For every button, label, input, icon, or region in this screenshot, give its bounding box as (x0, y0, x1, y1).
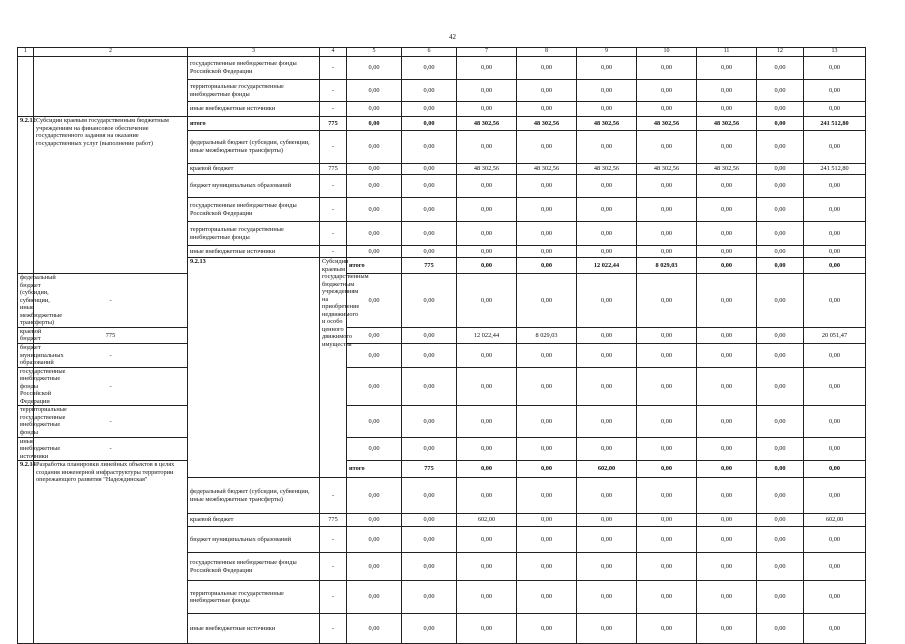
amount-col-6: 0,00 (402, 527, 457, 553)
amount-col-11: 0,00 (697, 131, 757, 164)
item-code: 9.2.14 (18, 461, 34, 644)
table-header (18, 48, 866, 57)
funding-source: федеральный бюджет (субсидии, субвенции, иные межбюджетные трансферты) (188, 131, 320, 164)
amount-col-12: 0,00 (757, 527, 804, 553)
amount-col-12: 0,00 (757, 581, 804, 614)
amount-col-10: 0,00 (637, 175, 697, 198)
amount-col-7: 0,00 (457, 367, 517, 406)
funding-source: федеральный бюджет (субсидии, субвенции, иные межбюджетные трансферты) (188, 478, 320, 514)
amount-col-13: 0,00 (804, 478, 866, 514)
amount-col-12: 0,00 (757, 57, 804, 80)
funding-source: территориальные государственные внебюджетные фонды (18, 406, 34, 437)
amount-col-11: 0,00 (697, 198, 757, 222)
amount-col-6: 0,00 (402, 514, 457, 527)
amount-col-13: 0,00 (804, 102, 866, 117)
amount-col-12: 0,00 (757, 344, 804, 368)
amount-col-6: 0,00 (402, 437, 457, 461)
amount-col-7: 0,00 (457, 131, 517, 164)
amount-col-5: 0,00 (347, 175, 402, 198)
amount-col-6: 0,00 (402, 367, 457, 406)
amount-col-8: 0,00 (517, 514, 577, 527)
amount-col-12: 0,00 (757, 553, 804, 581)
amount-col-13: 20 051,47 (804, 327, 866, 343)
amount-col-13: 0,00 (804, 80, 866, 102)
amount-col-13: 0,00 (804, 367, 866, 406)
funding-source: государственные внебюджетные фонды Российской Федерации (188, 553, 320, 581)
funding-source: государственные внебюджетные фонды Российской Федерации (188, 57, 320, 80)
funding-source: государственные внебюджетные фонды Российской Федерации (188, 198, 320, 222)
amount-col-9: 48 302,56 (577, 117, 637, 131)
amount-col-9: 0,00 (577, 102, 637, 117)
amount-col-6: 0,00 (402, 581, 457, 614)
amount-col-9: 0,00 (697, 461, 757, 478)
column-header-12: 12 (757, 48, 804, 57)
page-number: 42 (449, 33, 456, 41)
amount-col-10: 0,00 (637, 478, 697, 514)
item-title: Субсидии краевым государственным бюджетным учреждениям на приобретение недвижимого и особо ценного движимого имущества (320, 258, 347, 478)
amount-col-10: 0,00 (637, 102, 697, 117)
amount-col-11: 0,00 (697, 514, 757, 527)
grbs-code: - (34, 274, 188, 328)
amount-col-5: 0,00 (347, 57, 402, 80)
item-title: Разработка планировки линейных объектов в целях создания инженерной инфраструктуры территории опережающего развития "Надеждинская" (34, 461, 188, 644)
amount-col-7: 0,00 (457, 581, 517, 614)
amount-col-12: 0,00 (757, 131, 804, 164)
amount-col-5: 0,00 (347, 344, 402, 368)
amount-col-8: 0,00 (517, 57, 577, 80)
amount-col-7: 12 022,44 (577, 258, 637, 274)
amount-col-6: 0,00 (402, 102, 457, 117)
amount-col-10: 0,00 (637, 527, 697, 553)
amount-col-11: 48 302,56 (697, 117, 757, 131)
amount-col-9: 0,00 (577, 527, 637, 553)
amount-col-7: 0,00 (457, 344, 517, 368)
grbs-code: 775 (402, 258, 457, 274)
amount-col-11: 0,00 (697, 274, 757, 328)
amount-col-7: 0,00 (457, 198, 517, 222)
amount-col-10: 0,00 (637, 553, 697, 581)
item-code (18, 57, 34, 117)
amount-col-7: 48 302,56 (457, 117, 517, 131)
amount-col-6: 0,00 (402, 553, 457, 581)
grbs-code: - (320, 80, 347, 102)
amount-col-12: 0,00 (757, 246, 804, 258)
amount-col-10: 0,00 (637, 246, 697, 258)
item-title: Субсидии краевым государственным бюджетным учреждениям на финансовое обеспечение государственного задания на оказание государственных услуг (выполнение работ) (34, 117, 188, 274)
item-code: 9.2.13 (188, 258, 320, 478)
amount-col-11: 0,00 (804, 258, 866, 274)
amount-col-9: 0,00 (577, 478, 637, 514)
amount-col-12: 0,00 (757, 437, 804, 461)
amount-col-5: 0,00 (347, 478, 402, 514)
amount-col-8: 0,00 (517, 553, 577, 581)
amount-col-11: 0,00 (697, 553, 757, 581)
amount-col-10: 0,00 (637, 80, 697, 102)
amount-col-10: 0,00 (637, 437, 697, 461)
table-row (18, 327, 866, 343)
amount-col-9: 0,00 (577, 367, 637, 406)
grbs-code: 775 (34, 327, 188, 343)
amount-col-13: 0,00 (804, 131, 866, 164)
amount-col-11: 0,00 (697, 57, 757, 80)
amount-col-11: 0,00 (697, 246, 757, 258)
amount-col-6: 0,00 (402, 57, 457, 80)
item-code: 9.2.12 (18, 117, 34, 274)
amount-col-10: 0,00 (637, 131, 697, 164)
amount-col-5: 0,00 (347, 514, 402, 527)
amount-col-5: 0,00 (347, 246, 402, 258)
amount-col-10: 0,00 (637, 327, 697, 343)
table-row (18, 274, 866, 328)
amount-col-11: 0,00 (697, 344, 757, 368)
grbs-code: - (320, 478, 347, 514)
funding-source: бюджет муниципальных образований (188, 175, 320, 198)
table-row (18, 437, 866, 461)
amount-col-11: 0,00 (697, 406, 757, 437)
amount-col-12: 0,00 (757, 514, 804, 527)
amount-col-11: 0,00 (697, 581, 757, 614)
amount-col-6: 0,00 (402, 327, 457, 343)
column-header-4: 4 (320, 48, 347, 57)
amount-col-6: 0,00 (402, 131, 457, 164)
funding-source: иные внебюджетные источники (188, 246, 320, 258)
amount-col-10: 0,00 (637, 274, 697, 328)
column-header-6: 6 (402, 48, 457, 57)
amount-col-8: 8 029,03 (517, 327, 577, 343)
amount-col-9: 0,00 (577, 344, 637, 368)
amount-col-12: 0,00 (757, 175, 804, 198)
amount-col-6: 0,00 (402, 117, 457, 131)
amount-col-11: 0,00 (697, 478, 757, 514)
amount-col-10: 48 302,56 (637, 117, 697, 131)
amount-col-13: 0,00 (804, 581, 866, 614)
column-header-13: 13 (804, 48, 866, 57)
amount-col-6: 0,00 (402, 175, 457, 198)
grbs-code: - (320, 614, 347, 644)
amount-col-8: 0,00 (517, 80, 577, 102)
grbs-code: - (320, 222, 347, 246)
amount-col-10: 0,00 (637, 367, 697, 406)
amount-col-10: 0,00 (637, 581, 697, 614)
amount-col-5: 0,00 (347, 614, 402, 644)
amount-col-11: 0,00 (697, 527, 757, 553)
amount-col-9: 0,00 (577, 553, 637, 581)
amount-col-13: 241 512,80 (804, 164, 866, 175)
amount-col-6: 0,00 (402, 344, 457, 368)
amount-col-6: 0,00 (402, 478, 457, 514)
amount-col-13: 0,00 (804, 437, 866, 461)
amount-col-10: 0,00 (637, 514, 697, 527)
amount-col-13: 0,00 (804, 175, 866, 198)
amount-col-5: 0,00 (457, 258, 517, 274)
funding-source: иные внебюджетные источники (18, 437, 34, 461)
amount-col-9: 0,00 (577, 175, 637, 198)
amount-col-5: 0,00 (347, 80, 402, 102)
amount-col-7: 48 302,56 (457, 164, 517, 175)
grbs-code: - (320, 553, 347, 581)
funding-source: иные внебюджетные источники (188, 614, 320, 644)
amount-col-9: 0,00 (577, 581, 637, 614)
amount-col-8: 0,00 (517, 274, 577, 328)
amount-col-8: 0,00 (517, 102, 577, 117)
amount-col-6: 0,00 (402, 274, 457, 328)
amount-col-8: 8 029,03 (637, 258, 697, 274)
grbs-code: 775 (320, 514, 347, 527)
amount-col-13: 602,00 (804, 514, 866, 527)
grbs-code: - (34, 437, 188, 461)
column-header-5: 5 (347, 48, 402, 57)
grbs-code: - (320, 198, 347, 222)
budget-table (17, 47, 866, 644)
amount-col-8: 0,00 (517, 614, 577, 644)
amount-col-13: 0,00 (804, 198, 866, 222)
amount-col-8: 0,00 (517, 581, 577, 614)
amount-col-7: 602,00 (457, 514, 517, 527)
amount-col-7: 0,00 (457, 246, 517, 258)
funding-source: итого (347, 258, 402, 274)
column-header-1: 1 (18, 48, 34, 57)
amount-col-5: 0,00 (347, 198, 402, 222)
column-header-3: 3 (188, 48, 320, 57)
amount-col-5: 0,00 (347, 527, 402, 553)
amount-col-12: 0,00 (757, 614, 804, 644)
funding-source: государственные внебюджетные фонды Российской Федерации (18, 367, 34, 406)
amount-col-12: 0,00 (757, 406, 804, 437)
table-row (18, 57, 866, 80)
grbs-code: - (320, 102, 347, 117)
amount-col-9: 0,00 (577, 57, 637, 80)
grbs-code: - (320, 131, 347, 164)
amount-col-7: 0,00 (457, 406, 517, 437)
item-title (34, 57, 188, 117)
amount-col-13: 0,00 (804, 222, 866, 246)
amount-col-9: 0,00 (577, 437, 637, 461)
amount-col-13: 0,00 (804, 527, 866, 553)
amount-col-9: 0,00 (577, 131, 637, 164)
amount-col-7: 0,00 (457, 553, 517, 581)
grbs-code: - (320, 175, 347, 198)
amount-col-8: 0,00 (517, 175, 577, 198)
amount-col-9: 0,00 (577, 614, 637, 644)
funding-source: краевой бюджет (188, 514, 320, 527)
amount-col-11: 0,00 (804, 461, 866, 478)
amount-col-8: 0,00 (517, 478, 577, 514)
amount-col-12: 0,00 (757, 102, 804, 117)
amount-col-13: 0,00 (804, 553, 866, 581)
amount-col-6: 0,00 (402, 164, 457, 175)
column-header-9: 9 (577, 48, 637, 57)
table-row (18, 367, 866, 406)
column-header-7: 7 (457, 48, 517, 57)
funding-source: территориальные государственные внебюджетные фонды (188, 581, 320, 614)
amount-col-7: 0,00 (457, 527, 517, 553)
column-header-11: 11 (697, 48, 757, 57)
amount-col-10: 0,00 (637, 344, 697, 368)
amount-col-10: 0,00 (637, 222, 697, 246)
amount-col-9: 48 302,56 (577, 164, 637, 175)
amount-col-13: 0,00 (804, 406, 866, 437)
funding-source: краевой бюджет (18, 327, 34, 343)
amount-col-9: 0,00 (577, 274, 637, 328)
header-row (18, 48, 866, 57)
amount-col-10: 0,00 (637, 406, 697, 437)
amount-col-13: 0,00 (804, 246, 866, 258)
amount-col-6: 0,00 (402, 246, 457, 258)
amount-col-9: 0,00 (577, 514, 637, 527)
amount-col-9: 0,00 (577, 246, 637, 258)
amount-col-6: 0,00 (517, 258, 577, 274)
funding-source: территориальные государственные внебюджетные фонды (188, 80, 320, 102)
amount-col-12: 0,00 (757, 327, 804, 343)
amount-col-9: 0,00 (577, 198, 637, 222)
amount-col-8: 0,00 (517, 131, 577, 164)
table-body (18, 57, 866, 644)
amount-col-7: 12 022,44 (457, 327, 517, 343)
amount-col-12: 0,00 (757, 367, 804, 406)
amount-col-6: 0,00 (402, 222, 457, 246)
funding-source: итого (347, 461, 402, 478)
amount-col-7: 602,00 (577, 461, 637, 478)
amount-col-8: 0,00 (517, 527, 577, 553)
amount-col-7: 0,00 (457, 437, 517, 461)
amount-col-7: 0,00 (457, 614, 517, 644)
amount-col-9: 0,00 (577, 406, 637, 437)
amount-col-5: 0,00 (347, 222, 402, 246)
funding-source: итого (188, 117, 320, 131)
column-header-10: 10 (637, 48, 697, 57)
table-row (18, 344, 866, 368)
amount-col-10: 0,00 (637, 57, 697, 80)
amount-col-12: 0,00 (757, 117, 804, 131)
column-header-2: 2 (34, 48, 188, 57)
amount-col-7: 0,00 (457, 57, 517, 80)
table-row (18, 461, 866, 478)
table-row (18, 406, 866, 437)
amount-col-7: 0,00 (457, 175, 517, 198)
amount-col-5: 0,00 (347, 367, 402, 406)
amount-col-13: 0,00 (804, 614, 866, 644)
amount-col-5: 0,00 (457, 461, 517, 478)
funding-source: бюджет муниципальных образований (188, 527, 320, 553)
table-row (18, 117, 866, 131)
amount-col-6: 0,00 (402, 406, 457, 437)
funding-source: бюджет муниципальных образований (18, 344, 34, 368)
amount-col-8: 48 302,56 (517, 117, 577, 131)
grbs-code: 775 (320, 164, 347, 175)
amount-col-13: 241 512,80 (804, 117, 866, 131)
amount-col-5: 0,00 (347, 327, 402, 343)
amount-col-8: 0,00 (517, 222, 577, 246)
amount-col-8: 0,00 (517, 406, 577, 437)
amount-col-6: 0,00 (402, 198, 457, 222)
amount-col-9: 0,00 (577, 222, 637, 246)
amount-col-7: 0,00 (457, 222, 517, 246)
grbs-code: - (320, 581, 347, 614)
amount-col-8: 0,00 (517, 344, 577, 368)
grbs-code: 775 (402, 461, 457, 478)
amount-col-5: 0,00 (347, 553, 402, 581)
amount-col-8: 0,00 (517, 437, 577, 461)
amount-col-5: 0,00 (347, 437, 402, 461)
amount-col-5: 0,00 (347, 406, 402, 437)
amount-col-11: 0,00 (697, 102, 757, 117)
column-header-8: 8 (517, 48, 577, 57)
amount-col-11: 0,00 (697, 437, 757, 461)
amount-col-10: 0,00 (757, 461, 804, 478)
amount-col-13: 0,00 (804, 274, 866, 328)
amount-col-13: 0,00 (804, 344, 866, 368)
amount-col-12: 0,00 (757, 274, 804, 328)
funding-source: краевой бюджет (188, 164, 320, 175)
grbs-code: - (320, 57, 347, 80)
amount-col-7: 0,00 (457, 478, 517, 514)
amount-col-13: 0,00 (804, 57, 866, 80)
amount-col-5: 0,00 (347, 164, 402, 175)
amount-col-10: 48 302,56 (637, 164, 697, 175)
amount-col-11: 0,00 (697, 614, 757, 644)
amount-col-6: 0,00 (402, 614, 457, 644)
grbs-code: - (34, 406, 188, 437)
amount-col-8: 0,00 (517, 246, 577, 258)
amount-col-7: 0,00 (457, 274, 517, 328)
grbs-code: - (320, 527, 347, 553)
amount-col-12: 0,00 (757, 478, 804, 514)
amount-col-12: 0,00 (757, 80, 804, 102)
amount-col-6: 0,00 (402, 80, 457, 102)
amount-col-5: 0,00 (347, 131, 402, 164)
amount-col-8: 0,00 (637, 461, 697, 478)
amount-col-10: 0,00 (637, 198, 697, 222)
amount-col-10: 0,00 (757, 258, 804, 274)
amount-col-9: 0,00 (577, 80, 637, 102)
amount-col-5: 0,00 (347, 581, 402, 614)
amount-col-9: 0,00 (697, 258, 757, 274)
grbs-code: - (320, 246, 347, 258)
amount-col-5: 0,00 (347, 274, 402, 328)
amount-col-8: 0,00 (517, 367, 577, 406)
amount-col-11: 0,00 (697, 222, 757, 246)
amount-col-8: 0,00 (517, 198, 577, 222)
amount-col-11: 48 302,56 (697, 164, 757, 175)
grbs-code: 775 (320, 117, 347, 131)
amount-col-11: 0,00 (697, 80, 757, 102)
funding-source: федеральный бюджет (субсидии, субвенции, иные межбюджетные трансферты) (18, 274, 34, 328)
amount-col-5: 0,00 (347, 102, 402, 117)
amount-col-11: 0,00 (697, 327, 757, 343)
amount-col-7: 0,00 (457, 102, 517, 117)
amount-col-9: 0,00 (577, 327, 637, 343)
amount-col-12: 0,00 (757, 198, 804, 222)
amount-col-8: 48 302,56 (517, 164, 577, 175)
amount-col-7: 0,00 (457, 80, 517, 102)
amount-col-10: 0,00 (637, 614, 697, 644)
amount-col-12: 0,00 (757, 164, 804, 175)
amount-col-5: 0,00 (347, 117, 402, 131)
amount-col-11: 0,00 (697, 175, 757, 198)
funding-source: территориальные государственные внебюджетные фонды (188, 222, 320, 246)
grbs-code: - (34, 344, 188, 368)
amount-col-6: 0,00 (517, 461, 577, 478)
amount-col-11: 0,00 (697, 367, 757, 406)
amount-col-12: 0,00 (757, 222, 804, 246)
grbs-code: - (34, 367, 188, 406)
funding-source: иные внебюджетные источники (188, 102, 320, 117)
